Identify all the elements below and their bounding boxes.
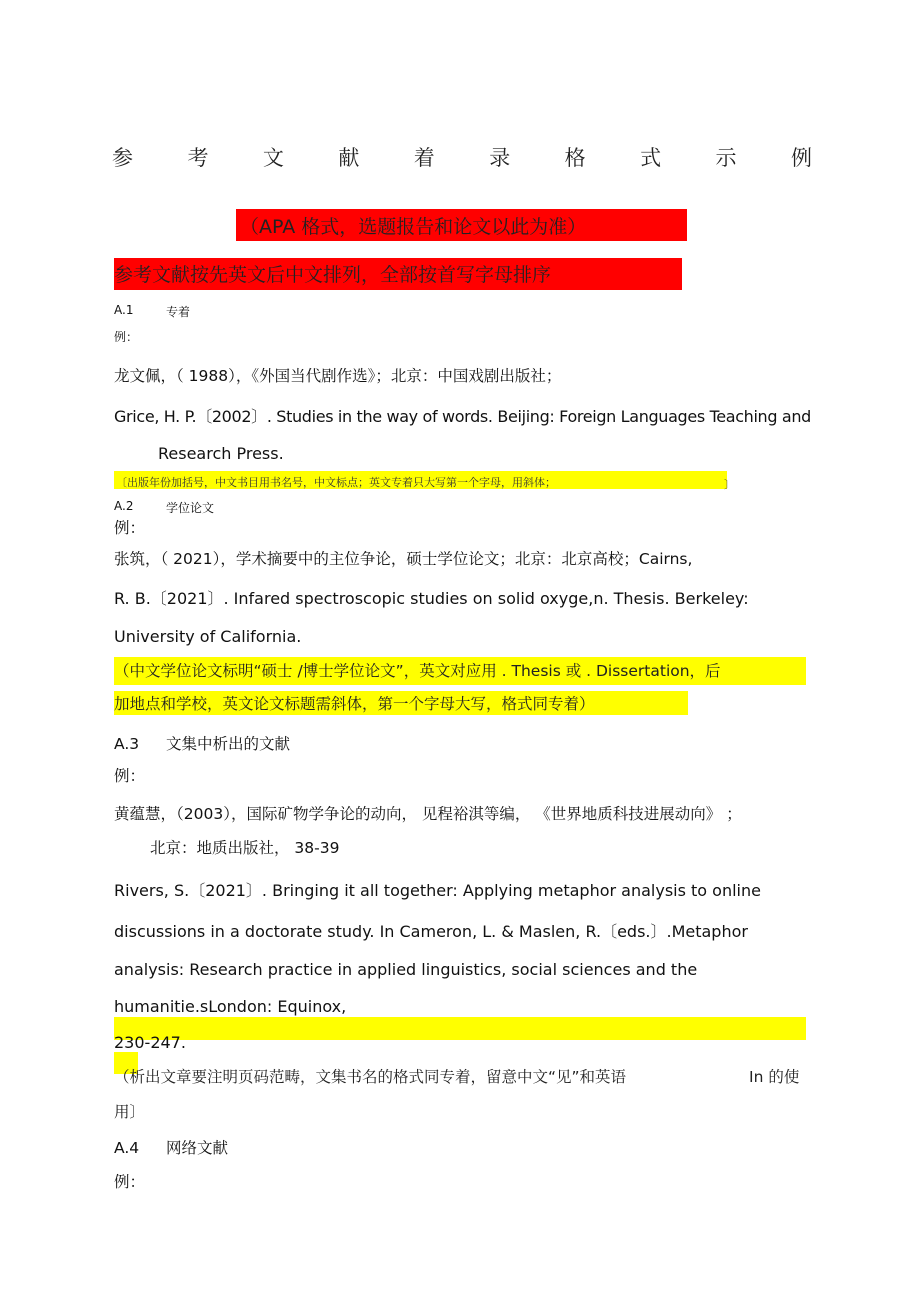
format-note: （中文学位论文标明“硕士 /博士学位论文”，英文对应用 . Thesis 或 . Dissertation，后 [114,662,721,680]
title-char: 着 [413,146,435,170]
format-note: 〔出版年份加括号，中文书目用书名号，中文标点；英文专着只大写第一个字母，用斜体； [116,476,556,489]
reference-entry-continuation: Research Press. [158,444,284,463]
example-label: 例： [114,330,139,344]
page-title [112,142,812,174]
reference-entry: Grice, H. P.〔2002〕. Studies in the way of words. Beijing: Foreign Languages Teaching and [114,407,811,426]
reference-entry-continuation: humanitie.sLondon: Equinox, [114,997,347,1016]
ordering-rule-banner [114,258,682,290]
section-number: A.3 [114,735,140,753]
title-char: 文 [262,146,284,170]
example-label: 例： [114,1173,146,1191]
reference-entry: 龙文佩，（ 1988），《外国当代剧作选》；北京：中国戏剧出版社； [114,367,562,385]
section-title: 学位论文 [166,501,215,515]
ordering-rule-banner-text: 参考文献按先英文后中文排列，全部按首写字母排序 [114,264,552,286]
section-title: 文集中析出的文献 [166,735,291,753]
reference-entry-continuation: discussions in a doctorate study. In Cameron, L. & Maslen, R.〔eds.〕.Metaphor [114,922,748,941]
reference-entry-continuation: 230-247. [114,1033,186,1052]
title-char: 参 [112,146,133,170]
reference-entry: 黄蕴慧，（2003），国际矿物学争论的动向， 见程裕淇等编， 《世界地质科技进展动向》 ； [114,805,742,823]
format-note: In 的使 [749,1068,800,1086]
title-char: 例 [790,146,812,170]
format-note: （析出文章要注明页码范畴，文集书名的格式同专着，留意中文“见”和英语 [114,1068,627,1086]
title-char: 式 [640,146,662,170]
apa-format-banner [236,209,687,241]
reference-entry: 张筑，（ 2021），学术摘要中的主位争论，硕士学位论文；北京：北京高校；Cairns, [114,550,693,568]
format-note: 加地点和学校，英文论文标题需斜体，第一个字母大写，格式同专着） [114,695,595,713]
section-title: 专着 [166,305,191,319]
apa-format-banner-text: （APA 格式，选题报告和论文以此为准） [240,216,587,238]
example-label: 例： [114,519,146,537]
title-char: 格 [564,146,586,170]
format-note-end: 〕 [724,478,735,491]
reference-entry: R. B.〔2021〕. Infared spectroscopic studies on solid oxyge,n. Thesis. Berkeley: [114,589,749,608]
section-number: A.2 [114,499,134,513]
title-char: 示 [715,146,737,170]
reference-entry-continuation: 北京：地质出版社， 38-39 [150,839,340,857]
reference-entry-continuation: University of California. [114,627,302,646]
note-highlight [114,1017,806,1040]
example-label: 例： [114,767,146,785]
title-char: 献 [338,146,360,170]
reference-entry-continuation: analysis: Research practice in applied linguistics, social sciences and the [114,960,698,979]
section-number: A.1 [114,303,134,317]
section-number: A.4 [114,1139,140,1157]
title-char: 录 [489,146,511,170]
section-title: 网络文献 [166,1139,229,1157]
title-char: 考 [187,146,209,170]
format-note: 用〕 [114,1103,146,1121]
reference-entry: Rivers, S.〔2021〕. Bringing it all together: Applying metaphor analysis to online [114,881,761,900]
